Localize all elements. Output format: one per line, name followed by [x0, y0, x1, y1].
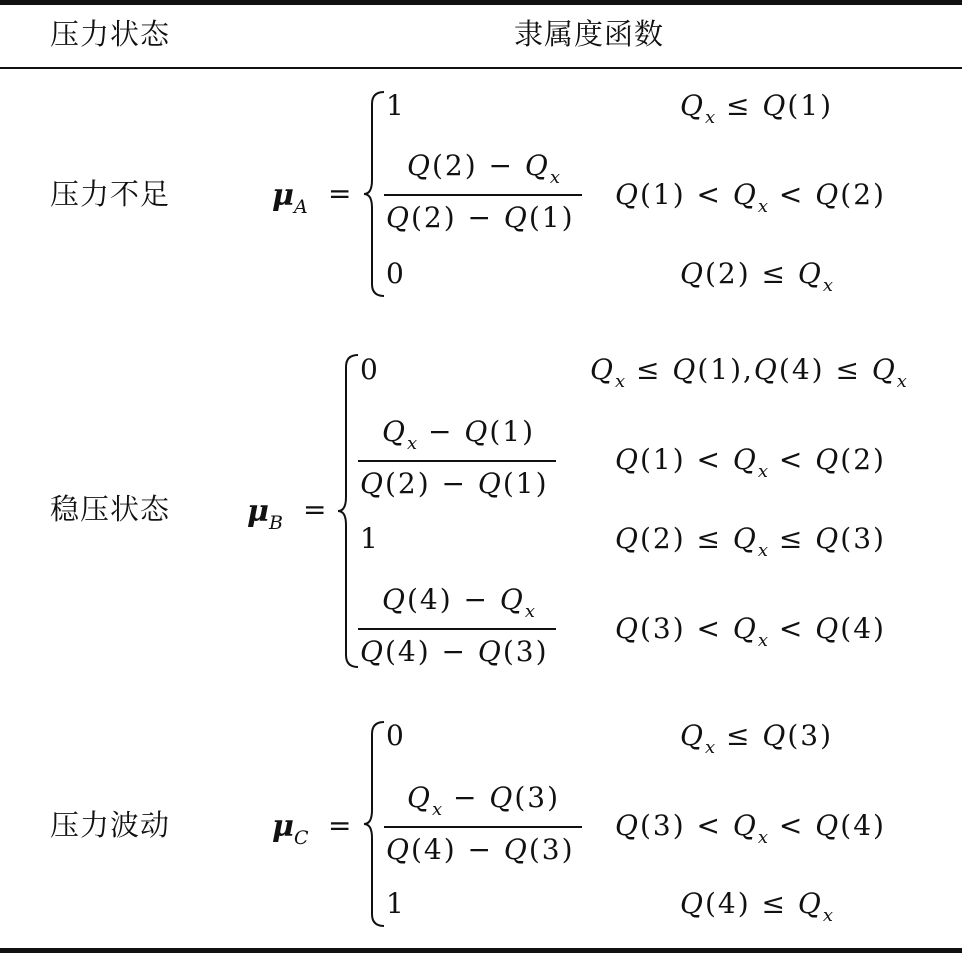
- brace-c: [362, 720, 388, 928]
- table-top-rule: [0, 0, 962, 5]
- case-c-2-numerator: $Q_x - Q(3)$: [407, 781, 561, 820]
- case-c-2-denominator: Q(4) − Q(3): [386, 833, 575, 866]
- case-c-1-value: 0: [386, 719, 406, 752]
- case-c-2-condition: $Q(3) < Q_x < Q(4)$: [615, 809, 886, 848]
- case-b-2-denominator: Q(2) − Q(1): [360, 467, 549, 500]
- case-a-3-condition: $Q(2) \le Q_x$: [680, 257, 834, 296]
- case-a-2-numerator: $Q(2) - Q_x$: [407, 149, 561, 188]
- header-function: 隶属度函数: [514, 17, 665, 51]
- case-a-1-condition: $Q_x \le Q(1)$: [680, 89, 834, 128]
- state-label-fluctuation: 压力波动: [50, 808, 171, 842]
- case-b-2-condition: $Q(1) < Q_x < Q(2)$: [615, 443, 886, 482]
- case-c-3-value: 1: [386, 887, 406, 920]
- mu-c: $\mu_C$: [272, 809, 309, 849]
- case-b-3-condition: $Q(2) \le Q_x \le Q(3)$: [615, 522, 886, 561]
- equals-c: =: [328, 809, 352, 842]
- case-c-2-fraction-bar: [384, 826, 582, 828]
- case-b-4-numerator: $Q(4) - Q_x$: [382, 583, 536, 622]
- case-c-1-condition: $Q_x \le Q(3)$: [680, 719, 834, 758]
- case-b-1-value: 0: [360, 353, 380, 386]
- case-b-1-condition: $Q_x \le Q(1),Q(4) \le Q_x$: [590, 353, 907, 392]
- header-state: 压力状态: [50, 17, 171, 51]
- case-b-3-value: 1: [360, 522, 380, 555]
- table-header-rule: [0, 67, 962, 69]
- mu-b: $\mu_B$: [247, 494, 283, 534]
- mu-a: $\mu_A$: [272, 178, 308, 218]
- case-c-3-condition: $Q(4) \le Q_x$: [680, 887, 834, 926]
- case-a-2-denominator: Q(2) − Q(1): [386, 201, 575, 234]
- case-a-2-fraction-bar: [384, 194, 582, 196]
- state-label-insufficient: 压力不足: [50, 177, 171, 211]
- brace-b: [336, 353, 362, 669]
- case-b-4-denominator: Q(4) − Q(3): [360, 635, 549, 668]
- case-b-2-fraction-bar: [358, 460, 556, 462]
- case-a-2-condition: $Q(1) < Q_x < Q(2)$: [615, 178, 886, 217]
- case-b-4-fraction-bar: [358, 628, 556, 630]
- equals-b: =: [303, 493, 327, 526]
- case-a-1-value: 1: [386, 89, 406, 122]
- table-bottom-rule: [0, 948, 962, 953]
- case-b-2-numerator: $Q_x - Q(1)$: [382, 415, 536, 454]
- state-label-stable: 稳压状态: [50, 492, 171, 526]
- equals-a: =: [328, 177, 352, 210]
- case-a-3-value: 0: [386, 257, 406, 290]
- case-b-4-condition: $Q(3) < Q_x < Q(4)$: [615, 612, 886, 651]
